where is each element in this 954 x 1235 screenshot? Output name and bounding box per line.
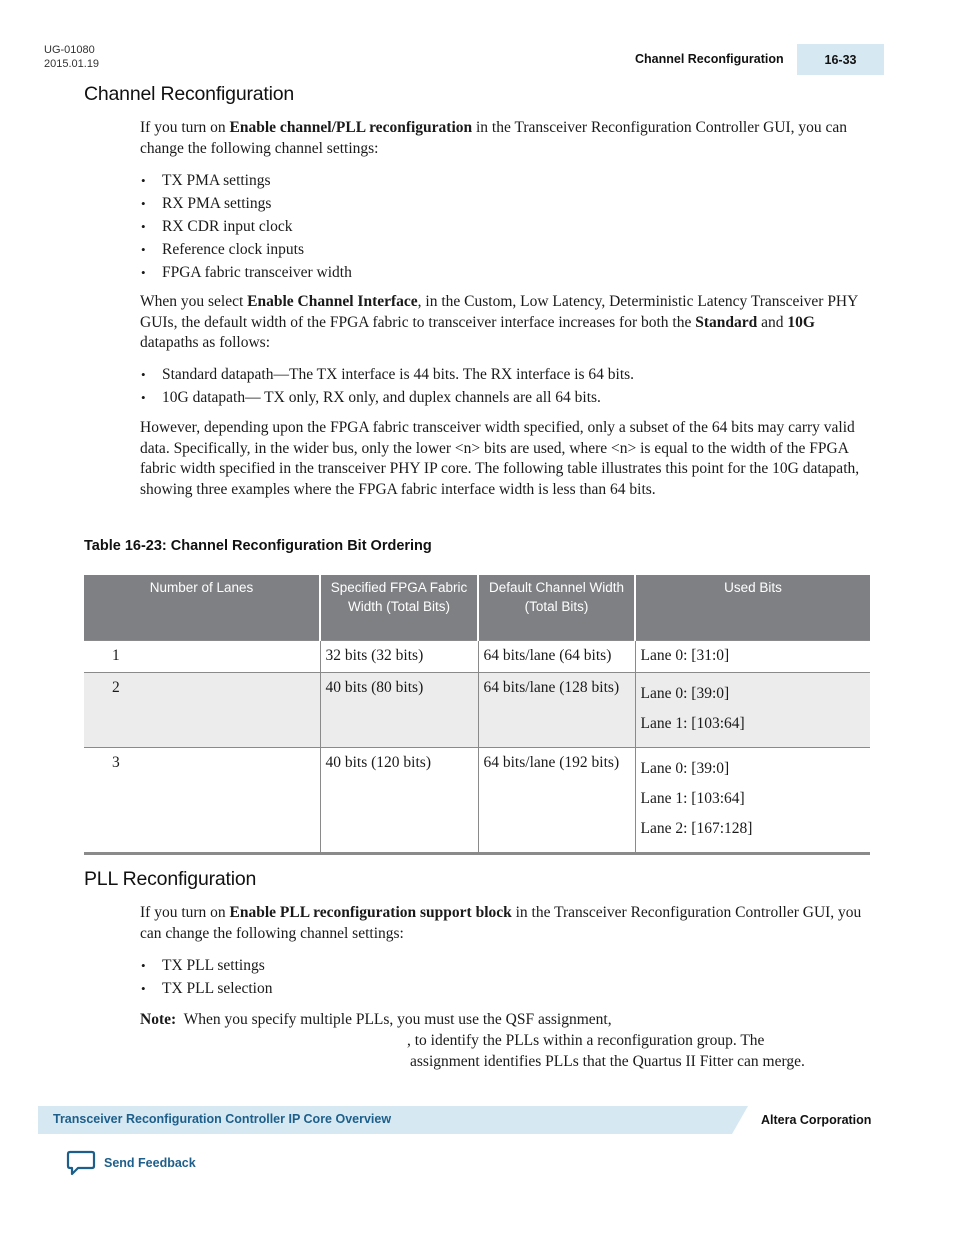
table-cell: 64 bits/lane (64 bits)	[478, 641, 635, 673]
column-header: Number of Lanes	[84, 575, 320, 641]
table-cell: 32 bits (32 bits)	[320, 641, 478, 673]
table-cell: 2	[84, 673, 320, 748]
section-heading-pll: PLL Reconfiguration	[84, 868, 257, 890]
table-cell: 3	[84, 748, 320, 854]
page-number: 16-33	[797, 44, 884, 75]
list-item: • Standard datapath—The TX interface is 44 bits. The RX interface is 64 bits.	[140, 363, 870, 386]
table-cell: 64 bits/lane (128 bits)	[478, 673, 635, 748]
table-caption: Table 16-23: Channel Reconfiguration Bit Ordering	[84, 538, 432, 554]
footer-company: Altera Corporation	[761, 1113, 872, 1127]
pll-note	[140, 1009, 870, 1072]
used-bits-entry: Lane 0: [39:0]	[640, 760, 730, 777]
column-header: Used Bits	[635, 575, 870, 641]
table-cell: 40 bits (80 bits)	[320, 673, 478, 748]
list-item: • RX CDR input clock	[140, 215, 870, 238]
section-heading-channel: Channel Reconfiguration	[84, 83, 295, 105]
table-cell	[635, 673, 870, 748]
table-cell: 40 bits (120 bits)	[320, 748, 478, 854]
note-label: Note:	[140, 1011, 177, 1028]
subset-paragraph: However, depending upon the FPGA fabric transceiver width specified, only a subset of the 64 bits may carry valid data. Specifically, in the wider bus, only the lower <n> bits are used, where <n> is equal to the width of the FPGA fabric width specified in the transceiver PHY IP core. The following table illustrates this point for the 10G datapath, showing three examples where the FPGA fabric interface width is less than 64 bits.	[140, 419, 860, 499]
note-text: When you specify multiple PLLs, you must use the QSF assignment,	[183, 1011, 612, 1028]
column-header: Default Channel Width (Total Bits)	[478, 575, 635, 641]
table-cell	[635, 641, 870, 673]
list-item: • RX PMA settings	[140, 192, 870, 215]
channel-intro: If you turn on Enable channel/PLL reconfiguration in the Transceiver Reconfiguration Controller GUI, you can change the following channel settings:	[140, 119, 848, 157]
list-item: • Reference clock inputs	[140, 238, 870, 261]
column-header: Specified FPGA Fabric Width (Total Bits)	[320, 575, 478, 641]
pll-intro: If you turn on Enable PLL reconfiguration support block in the Transceiver Reconfiguration Controller GUI, you can change the following channel settings:	[140, 904, 862, 942]
table-cell: 1	[84, 641, 320, 673]
doc-date: 2015.01.19	[44, 58, 100, 70]
pll-settings-list	[140, 954, 870, 1000]
send-feedback-label[interactable]: Send Feedback	[104, 1156, 196, 1170]
list-item: • TX PLL selection	[140, 977, 870, 1000]
table-row	[84, 641, 870, 673]
used-bits-entry: Lane 2: [167:128]	[640, 820, 753, 837]
feedback-icon	[66, 1150, 96, 1176]
table-cell	[635, 748, 870, 854]
used-bits-entry: Lane 0: [31:0]	[640, 647, 730, 664]
list-item: • 10G datapath— TX only, RX only, and duplex channels are all 64 bits.	[140, 386, 870, 409]
table-row	[84, 673, 870, 748]
used-bits-entry: Lane 1: [103:64]	[640, 790, 745, 807]
channel-settings-list	[140, 169, 870, 284]
table-row	[84, 748, 870, 854]
datapath-list	[140, 363, 870, 409]
send-feedback-link[interactable]	[66, 1150, 196, 1176]
table-header-row	[84, 575, 870, 641]
doc-meta	[44, 43, 99, 71]
doc-id: UG-01080	[44, 44, 95, 56]
list-item: • TX PLL settings	[140, 954, 870, 977]
note-text: , to identify the PLLs within a reconfiguration group. The	[407, 1032, 765, 1049]
footer-title: Transceiver Reconfiguration Controller IP Core Overview	[53, 1112, 392, 1126]
list-item: • TX PMA settings	[140, 169, 870, 192]
used-bits-entry: Lane 0: [39:0]	[640, 685, 730, 702]
bit-ordering-table	[84, 575, 870, 855]
list-item: • FPGA fabric transceiver width	[140, 261, 870, 284]
running-header-title: Channel Reconfiguration	[635, 52, 784, 66]
note-text: assignment identifies PLLs that the Quartus II Fitter can merge.	[410, 1053, 805, 1070]
table-cell: 64 bits/lane (192 bits)	[478, 748, 635, 854]
channel-interface-paragraph: When you select Enable Channel Interface, in the Custom, Low Latency, Deterministic Latency Transceiver PHY GUIs, the default width of the FPGA fabric to transceiver interface increases for both the Standard and 10G datapaths as follows:	[140, 293, 858, 352]
used-bits-entry: Lane 1: [103:64]	[640, 715, 745, 732]
